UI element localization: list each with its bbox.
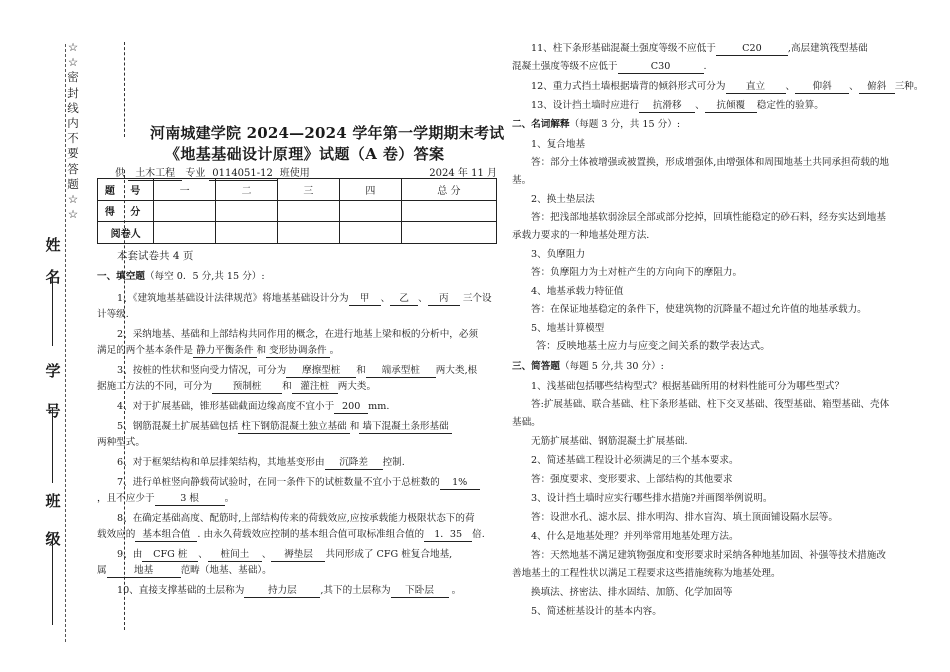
term-3: 3、负摩阻力 xyxy=(531,249,586,260)
score-table-row: 阅卷人 xyxy=(98,222,497,244)
class-fill-line[interactable] xyxy=(52,540,53,625)
grader-cell[interactable] xyxy=(216,222,278,244)
short-answer-line: 答：强度要求、变形要求、上部结构的其他要求 xyxy=(531,474,733,485)
id-fill-line[interactable] xyxy=(52,408,53,483)
section2-heading: 二、名词解释（每题 3 分，共 15 分）: xyxy=(512,119,681,130)
question-9: 9、由 CFG 桩 、 桩间土 、 褥垫层 共同形成了 CFG 桩复合地基, xyxy=(117,549,453,560)
score-table xyxy=(97,178,497,244)
short-answer-line: 答：天然地基不满足建筑物强度和变形要求时采纳各种地基加固、补强等技术措施改 xyxy=(531,550,886,561)
short-answer-line: 2、简述基础工程设计必须满足的三个基本要求。 xyxy=(531,455,739,466)
short-answer-line: 答：设泄水孔、滤水层、排水明沟、排水盲沟、填土顶面铺设隔水层等。 xyxy=(531,512,838,523)
short-answer-line: 答:扩展基础、联合基础、柱下条形基础、柱下交叉基础、筏型基础、箱型基础、壳体 xyxy=(531,399,890,410)
name-fill-line[interactable] xyxy=(52,276,53,346)
term-3-answer: 答：负摩阻力为土对桩产生的方向向下的摩阻力。 xyxy=(531,267,743,278)
section1-heading: 一、填空题（每空 0．5 分,共 15 分）: xyxy=(97,271,265,282)
short-answer-line: 4、什么是地基处理？并列举常用地基处理方法。 xyxy=(531,531,739,542)
binding-dashed-rule xyxy=(124,42,125,137)
score-table-row: 得 分 xyxy=(98,200,497,222)
question-5: 5、钢筋混凝土扩展基础包括 柱下钢筋混凝土独立基础 和 墙下混凝土条形基础 xyxy=(117,420,452,434)
term-2: 2、换土垫层法 xyxy=(531,194,595,205)
short-answer-line: 善地基土的工程性状以满足工程要求这些措施统称为地基处理。 xyxy=(512,568,781,579)
short-answer-line: 无筋扩展基础、钢筋混凝土扩展基础. xyxy=(531,436,688,447)
short-answer-line: 1、浅基础包括哪些结构型式？根据基础所用的材料性能可分为哪些型式？ xyxy=(531,381,845,392)
question-2: 2、采纳地基、基础和上部结构共同作用的概念，在进行地基上梁和板的分析中，必须 xyxy=(117,329,479,340)
score-cell[interactable] xyxy=(154,200,216,222)
exam-title: 河南城建学院 2024—2024 学年第一学期期末考试 xyxy=(150,124,505,142)
question-11: 11、柱下条形基础混凝土强度等级不应低于 C20 ,高层建筑筏型基础 xyxy=(531,43,868,54)
short-answer-line: 换填法、挤密法、排水固结、加筋、化学加固等 xyxy=(531,587,733,598)
score-cell[interactable] xyxy=(401,200,496,222)
section3-heading: 三、简答题（每题 5 分,共 30 分）: xyxy=(512,361,664,372)
question-1: 1、《建筑地基基础设计法律规范》将地基基础设计分为 甲 、 乙 、 丙 三个设 xyxy=(117,293,492,304)
grader-cell[interactable] xyxy=(401,222,496,244)
score-cell[interactable] xyxy=(339,200,401,222)
score-cell[interactable] xyxy=(277,200,339,222)
question-4: 4、对于扩展基础，锥形基础截面边缘高度不宜小于 200 mm. xyxy=(117,401,390,412)
pages-note: 本套试卷共 4 页 xyxy=(117,250,194,262)
question-10: 10、直接支撑基础的土层称为 持力层 ,其下的土层称为 下卧层 。 xyxy=(117,585,462,596)
term-1-answer: 答：部分土体被增强或被置换，形成增强体,由增强体和周围地基土共同承担荷载的地 xyxy=(531,157,890,168)
seal-line-notice: ☆ ☆ 密 封 线 内 不 要 答 题 ☆ ☆ xyxy=(67,40,79,222)
question-7: 7、进行单桩竖向静载荷试验时，在同一条件下的试桩数量不宜小于总桩数的 1% xyxy=(117,476,480,490)
class-label: 班 级 xyxy=(45,492,61,548)
short-answer-line: 3、设计挡土墙时应实行哪些排水措施?并画图举例说明。 xyxy=(531,493,773,504)
term-1: 1、复合地基 xyxy=(531,139,586,150)
question-6: 6、对于框架结构和单层排架结构，其地基变形由 沉降差 控制. xyxy=(117,457,405,468)
short-answer-line: 5、简述桩基设计的基本内容。 xyxy=(531,606,662,617)
term-5-answer: 答：反映地基土应力与应变之间关系的数学表达式。 xyxy=(536,341,771,352)
course-info: 供 土木工程 专业 0114051-12 班使用 2024 年 11 月 xyxy=(115,164,497,181)
score-cell[interactable] xyxy=(216,200,278,222)
class-code-value: 0114051-12 xyxy=(209,169,277,181)
name-label: 姓 名 xyxy=(45,236,61,286)
term-4-answer: 答：在保证地基稳定的条件下，使建筑物的沉降量不超过允许值的地基承载力。 xyxy=(531,304,867,315)
question-12: 12、重力式挡土墙根据墙背的倾斜形式可分为 直立 、 仰斜 、 俯斜 三种。 xyxy=(531,81,924,92)
score-table-row: 题 号 一 二 三 四 总 分 xyxy=(98,179,497,201)
student-id-label: 学 号 xyxy=(45,362,61,420)
short-answer-line: 基础。 xyxy=(512,417,541,428)
term-2-answer: 答：把浅部地基软弱涂层全部或部分挖掉，回填性能稳定的砂石料，经夯实达到地基 xyxy=(531,212,886,223)
exam-subtitle: 《地基基础设计原理》试题（A 卷）答案 xyxy=(165,145,445,163)
major-value: 土木工程 xyxy=(128,169,182,181)
question-3: 3、按桩的性状和竖向受力情况，可分为 摩擦型桩 和 端承型桩 两大类,根 xyxy=(117,365,478,376)
grader-cell[interactable] xyxy=(339,222,401,244)
grader-cell[interactable] xyxy=(154,222,216,244)
exam-date: 2024 年 11 月 xyxy=(429,168,497,179)
grader-cell[interactable] xyxy=(277,222,339,244)
question-8: 8、在确定基础高度、配筋时,上部结构传来的荷载效应,应按承载能力极限状态下的荷 xyxy=(117,513,475,524)
term-4: 4、地基承载力特征值 xyxy=(531,286,624,297)
question-13: 13、设计挡土墙时应进行 抗滑移 、 抗倾覆 稳定性的验算。 xyxy=(531,100,824,111)
term-5: 5、地基计算模型 xyxy=(531,323,605,334)
